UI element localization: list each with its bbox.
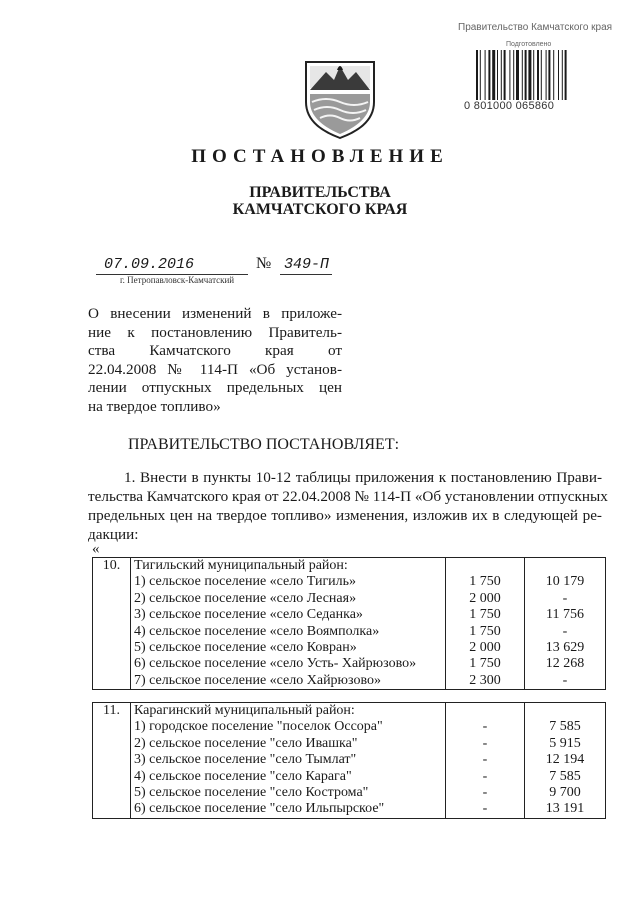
price-value: -	[482, 752, 488, 768]
subject-line: 22.04.2008 № 114-П «Об установ-	[88, 360, 342, 378]
price-value: -	[562, 623, 568, 639]
price-table-section-11	[92, 702, 606, 819]
price-column-2	[525, 558, 606, 690]
settlement-name: 5) сельское поселение «село Ковран»	[134, 639, 357, 655]
price-value: -	[482, 784, 488, 800]
price-value: -	[482, 735, 488, 751]
issuer-line-2: КАМЧАТСКОГО КРАЯ	[232, 201, 408, 218]
price-value: 13 191	[545, 801, 585, 817]
barcode-icon	[476, 50, 588, 100]
price-value: -	[482, 768, 488, 784]
document-date: 07.09.2016	[104, 256, 195, 273]
price-value: 5 915	[549, 735, 581, 751]
table-row	[93, 703, 606, 819]
header-org-stamp: Правительство Камчатского края	[458, 22, 613, 33]
price-value: 7 585	[549, 719, 581, 735]
settlement-name: 2) сельское поселение «село Лесная»	[134, 590, 357, 606]
issue-city: г. Петропавловск-Камчатский	[120, 275, 235, 285]
document-title: ПОСТАНОВЛЕНИЕ	[191, 146, 449, 167]
paragraph-line: дакции:	[88, 526, 139, 543]
price-column-2	[525, 703, 606, 819]
settlement-name: 7) сельское поселение «село Хайрюзово»	[134, 672, 381, 688]
document-number: 349-П	[284, 256, 330, 273]
price-value: 7 585	[549, 768, 581, 784]
document-subject	[88, 305, 342, 417]
settlement-name: 1) городское поселение "поселок Оссора"	[134, 719, 383, 735]
price-value: 2 300	[469, 672, 501, 688]
price-value: -	[482, 719, 488, 735]
barcode-number: 0 801000 065860	[464, 100, 555, 112]
barcode-caption: Подготовлено	[506, 41, 552, 48]
settlement-names	[131, 558, 446, 690]
number-underline	[280, 274, 332, 275]
item-number: 11.	[93, 703, 131, 819]
subject-line: ства Камчатского края от	[88, 342, 342, 360]
settlement-name: 6) сельское поселение "село Ильпырское"	[134, 801, 385, 817]
price-column-1	[446, 703, 525, 819]
subject-line: О внесении изменений в приложе-	[88, 305, 342, 322]
price-value: 1 750	[469, 574, 501, 590]
number-sign: №	[256, 255, 272, 272]
price-value: 10 179	[545, 574, 585, 590]
issuer-line-1: ПРАВИТЕЛЬСТВА	[249, 184, 391, 201]
settlement-name: 5) сельское поселение "село Кострома"	[134, 784, 369, 800]
paragraph-line: тельства Камчатского края от 22.04.2008 № 114-П «Об установлении отпускных	[88, 488, 608, 505]
paragraph-line: предельных цен на твердое топливо» изменения, изложив их в следующей ре-	[88, 507, 602, 524]
price-value: 11 756	[546, 607, 584, 623]
open-quote-mark: «	[92, 541, 100, 557]
price-table-section-10	[92, 557, 606, 690]
price-value: 1 750	[469, 623, 501, 639]
price-value: -	[482, 801, 488, 817]
body-paragraph	[88, 468, 608, 544]
decree-heading: ПРАВИТЕЛЬСТВО ПОСТАНОВЛЯЕТ:	[128, 436, 400, 453]
district-name: Карагинский муниципальный район:	[134, 703, 355, 718]
paragraph-line: 1. Внести в пункты 10-12 таблицы приложения к постановлению Прави-	[124, 469, 602, 486]
price-value: 13 629	[545, 639, 585, 655]
price-value: 2 000	[469, 639, 501, 655]
settlement-name: 4) сельское поселение "село Карага"	[134, 768, 352, 784]
table-row	[93, 558, 606, 690]
price-value: 12 268	[545, 656, 585, 672]
price-value: 1 750	[469, 656, 501, 672]
settlement-name: 4) сельское поселение «село Воямполка»	[134, 623, 380, 639]
price-value: 2 000	[469, 590, 501, 606]
subject-line: лении отпускных предельных цен	[88, 379, 342, 397]
settlement-names	[131, 703, 446, 819]
subject-line: на твердое топливо»	[88, 397, 221, 415]
price-value: 9 700	[549, 784, 581, 800]
settlement-name: 3) сельское поселение "село Тымлат"	[134, 752, 357, 768]
crest-emblem-icon	[298, 58, 382, 140]
item-number: 10.	[93, 558, 131, 690]
district-name: Тигильский муниципальный район:	[134, 558, 348, 573]
subject-line: ние к постановлению Правитель-	[88, 323, 342, 341]
price-value: 12 194	[545, 752, 585, 768]
settlement-name: 6) сельское поселение «село Усть- Хайрюзово»	[134, 656, 417, 672]
price-value: -	[562, 672, 568, 688]
settlement-name: 2) сельское поселение "село Ивашка"	[134, 735, 358, 751]
settlement-name: 1) сельское поселение «село Тигиль»	[134, 574, 357, 590]
settlement-name: 3) сельское поселение «село Седанка»	[134, 607, 363, 623]
price-column-1	[446, 558, 525, 690]
price-value: -	[562, 590, 568, 606]
price-value: 1 750	[469, 607, 501, 623]
